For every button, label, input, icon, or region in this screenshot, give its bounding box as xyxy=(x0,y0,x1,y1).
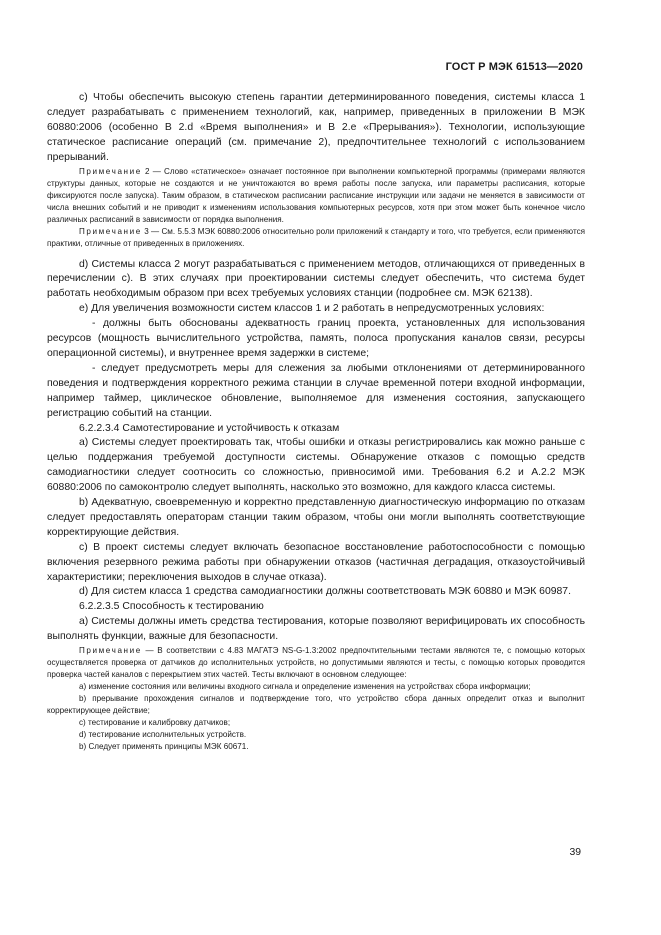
paragraph-e: е) Для увеличения возможности систем классов 1 и 2 работать в непредусмотренных условиях: xyxy=(79,303,545,315)
note-text: — В соответствии с 4.83 МАГАТЭ NS-G-1.3:2002 предпочтительными тестами являются те, с помощью которых осуществляется проверка от датчиков до исполнительных устройств, но допустимыми являются и тесты, с помощью которых проводится проверка частей каналов с перекрытием этих частей. Тесты включают в основном следующее: xyxy=(47,646,585,680)
note-label: Примечание xyxy=(79,646,142,656)
note-3 xyxy=(47,226,585,250)
note-2 xyxy=(47,166,585,226)
note-item-a: a) изменение состояния или величины входного сигнала и определение изменения на устройствах сбора информации; xyxy=(79,682,531,692)
note-text: 2 — Слово «статическое» означает постоянное при выполнении компьютерной программы (примерами являются структуры данных, которые не создаются и не уничтожаются во время работы после запуска, или параметры расписания, которые фиксируются после запуска). Таким образом, в статическом расписании расписание инструкции или задачи не меняется в зависимости от числа внешних событий и не приводит к изменениям использования компьютерных ресурсов, хотя при этом может быть конечное число различных расписаний в зависимости от порядка выполнения. xyxy=(47,166,585,224)
page-number: 39 xyxy=(569,847,581,858)
section-heading-6-2-2-3-5: 6.2.2.3.5 Способность к тестированию xyxy=(79,601,264,613)
section-heading-6-2-2-3-4: 6.2.2.3.4 Самотестирование и устойчивость к отказам xyxy=(79,422,340,434)
note-item-b: b) прерывание прохождения сигналов и подтверждение того, что устройство сбора данных определит отказ и выполнит корректирующее действие; xyxy=(47,694,585,716)
page-body xyxy=(47,91,585,753)
paragraph-a-testability: а) Системы должны иметь средства тестирования, которые позволяют верифицировать их способность выполнять функции, важные для безопасности. xyxy=(47,616,585,643)
paragraph-a-selftest: а) Системы следует проектировать так, чтобы ошибки и отказы регистрировались как можно раньше с целью поддержания требуемой доступности системы. Обнаружение отказов с помощью средств самодиагностики следует соотносить со сложностью, привносимой ими. Требования 6.2 и А.2.2 МЭК 60880:2006 по самоконтролю следует выполнять, насколько это возможно, для каждого класса системы. xyxy=(47,437,585,494)
note-label: Примечание xyxy=(79,166,142,176)
paragraph-e-item-2: - следует предусмотреть меры для слежения за любыми отклонениями от детерминированного поведения и подтверждения корректного режима станции в случае временной потери входной информации, например таймер, циклическое обновление, выполняемое для изменения состояния, запускающего регистрацию событий на станции. xyxy=(47,362,585,419)
document-header: ГОСТ Р МЭК 61513—2020 xyxy=(445,61,583,73)
paragraph-c: c) Чтобы обеспечить высокую степень гарантии детерминированного поведения, системы класса 1 следует разрабатывать с применением технологий, как, например, приведенных в приложении В МЭК 60880:2006 (особенно В 2.d «Время выполнения» и В 2.e «Прерывания»). Технологии, использующие статическое расписание операций (см. примечание 2), предпочтительнее технологий с использованием прерываний. xyxy=(47,92,585,163)
note-label: Примечание xyxy=(79,226,142,236)
paragraph-c-recovery: с) В проект системы следует включать безопасное восстановление работоспособности с помощью включения резервного режима работы при обнаружении отказов (частичная деградация, отказоустойчивый характеристики; переключения выходов в случае отказа). xyxy=(47,541,585,583)
note-text: 3 — См. 5.5.3 МЭК 60880:2006 относительно роли приложений к стандарту и того, что требуется, если применяются практики, отличные от приведенных в приложениях. xyxy=(47,226,585,248)
note-item-c: c) тестирование и калибровку датчиков; xyxy=(79,718,231,728)
note-item-b-principles: b) Следует применять принципы МЭК 60671. xyxy=(79,742,249,752)
paragraph-d: d) Системы класса 2 могут разрабатываться с применением методов, отличающихся от приведенных в перечислении с). В этих случаях при проектировании системы следует обеспечить, что система будет работать необходимым образом при всех требуемых условиях станции (подробнее см. МЭК 62138). xyxy=(47,258,585,300)
paragraph-d-class1: d) Для систем класса 1 средства самодиагностики должны соответствовать МЭК 60880 и МЭК 60987. xyxy=(79,586,571,598)
paragraph-e-item-1: - должны быть обоснованы адекватность границ проекта, установленных для использования ресурсов (мощность вычислительного устройства, память, полоса пропускания каналов связи, ресурсы операционной системы), и внутреннее время задержки в системе; xyxy=(47,318,585,359)
paragraph-b-diagnostics: b) Адекватную, своевременную и корректно представленную диагностическую информацию по отказам следует предоставлять операторам станции таким образом, чтобы они могли выполнять соответствующие корректирующие действия. xyxy=(47,497,585,538)
note-item-d: d) тестирование исполнительных устройств. xyxy=(79,730,247,740)
note-tests xyxy=(47,645,585,681)
